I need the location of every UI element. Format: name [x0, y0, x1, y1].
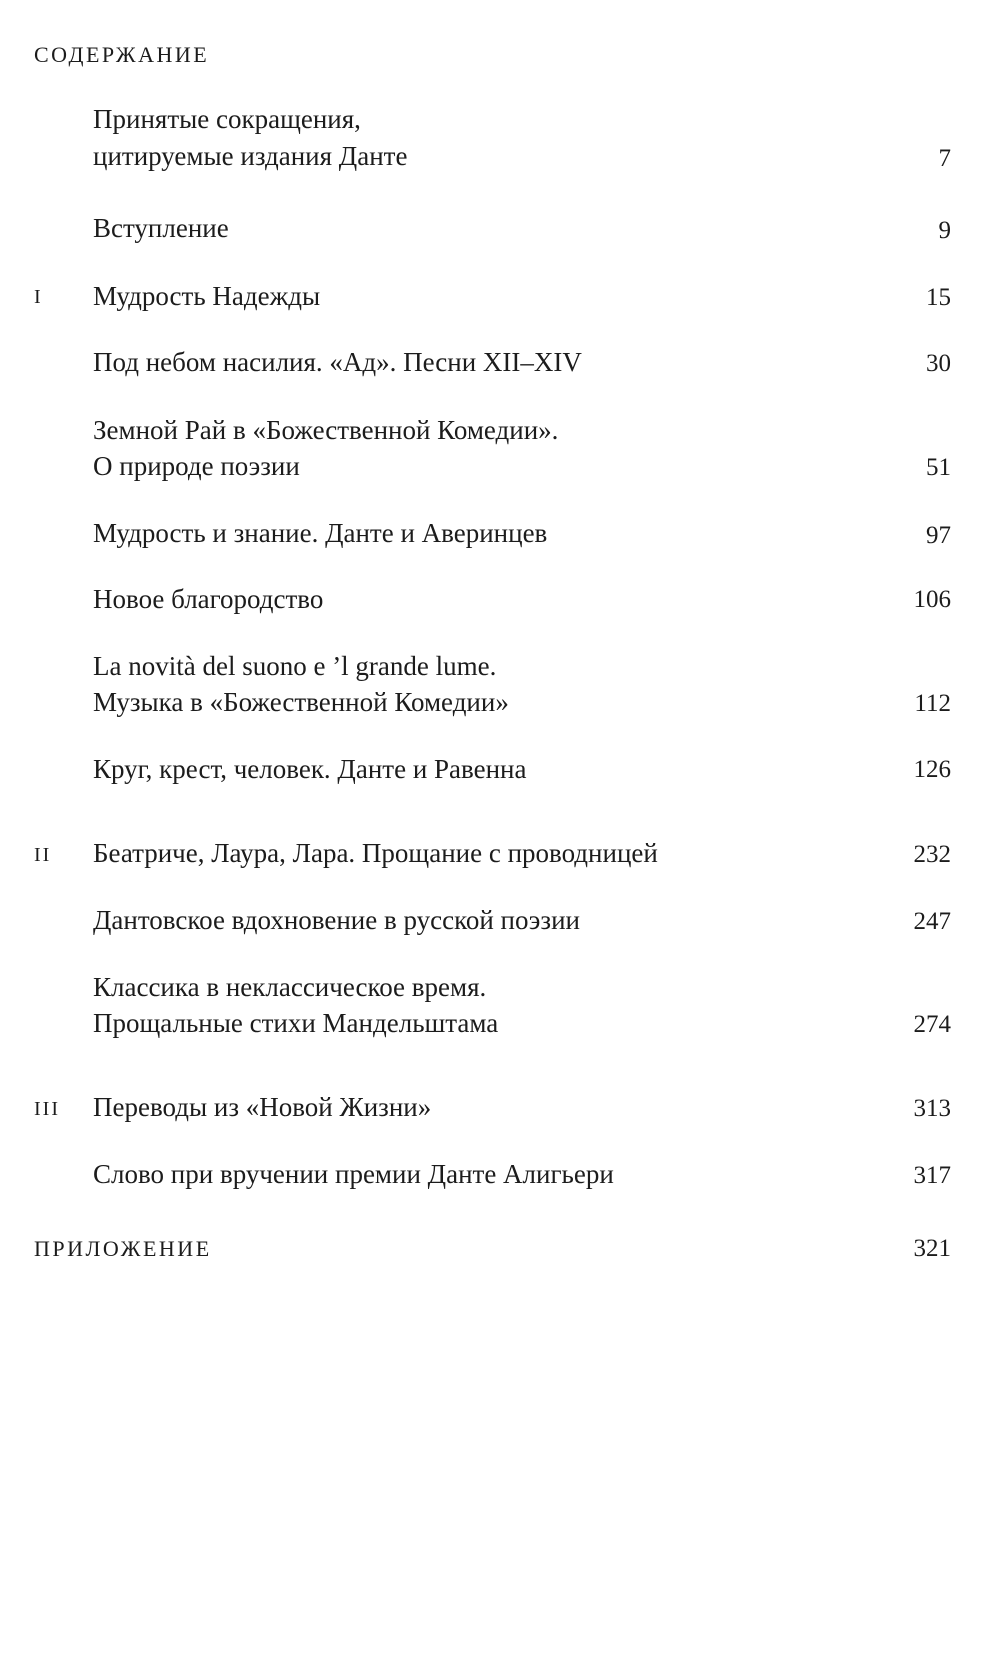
toc-section-number: III: [34, 1098, 60, 1120]
toc-entry-title: Беатриче, Лаура, Лара. Прощание с проводницей: [93, 838, 658, 868]
toc-entry-page: 313: [913, 1095, 951, 1122]
toc-entry-page: 106: [913, 586, 951, 613]
toc-entry-title: Круг, крест, человек. Данте и Равенна: [93, 754, 527, 784]
toc-entry-title: Дантовское вдохновение в русской поэзии: [93, 905, 580, 935]
toc-entry-page: 9: [938, 217, 951, 244]
toc-entry-title: Земной Рай в «Божественной Комедии».: [93, 415, 559, 445]
toc-section-number: I: [34, 286, 43, 308]
toc-entry-page: 112: [914, 690, 951, 717]
toc-heading: СОДЕРЖАНИЕ: [34, 42, 210, 67]
toc-entry-page: 126: [913, 756, 951, 783]
toc-entry-title: Вступление: [93, 213, 229, 243]
toc-entry-title: La novità del suono e ’l grande lume.: [93, 651, 497, 681]
toc-entry-page: 15: [926, 284, 951, 311]
toc-entry-title: О природе поэзии: [93, 451, 300, 481]
toc-entry-title: цитируемые издания Данте: [93, 141, 408, 171]
toc-appendix-heading: ПРИЛОЖЕНИЕ: [34, 1236, 212, 1261]
toc-entry-page: 232: [913, 841, 951, 868]
toc-entry-page: 274: [913, 1011, 951, 1038]
toc-entry-page: 7: [938, 145, 951, 172]
toc-entry-page: 30: [926, 350, 951, 377]
toc-entry-page: 247: [913, 908, 951, 935]
toc-entry-title: Классика в неклассическое время.: [93, 972, 487, 1002]
toc-entry-page: 51: [926, 454, 951, 481]
toc-entry-title: Мудрость Надежды: [93, 281, 321, 311]
toc-appendix-page: 321: [913, 1235, 951, 1262]
toc-entry-page: 97: [926, 522, 951, 549]
toc-entry-title: Под небом насилия. «Ад». Песни XII–XIV: [93, 347, 582, 377]
toc-entry-title: Музыка в «Божественной Комедии»: [93, 687, 509, 717]
toc-entry-title: Мудрость и знание. Данте и Аверинцев: [93, 518, 548, 548]
toc-entry-title: Новое благородство: [93, 584, 324, 614]
toc-section-number: II: [34, 844, 52, 866]
toc-entry-title: Принятые сокращения,: [93, 104, 361, 134]
toc-entry-title: Переводы из «Новой Жизни»: [93, 1092, 432, 1122]
toc-entry-title: Слово при вручении премии Данте Алигьери: [93, 1159, 614, 1189]
toc-entry-title: Прощальные стихи Мандельштама: [93, 1008, 499, 1038]
toc-entry-page: 317: [913, 1162, 951, 1189]
